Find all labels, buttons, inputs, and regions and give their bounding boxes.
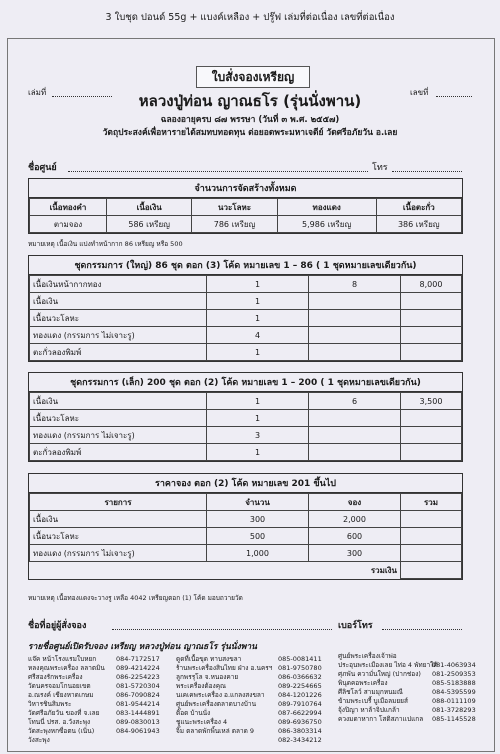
row-item: เนื้อเงิน — [30, 293, 207, 310]
center-name: ประอุนพระเมืองเลย ไท่อ 4 พัทยาใต้ — [338, 661, 438, 669]
row-count — [309, 310, 401, 327]
sum-field[interactable] — [401, 562, 462, 579]
row-price — [401, 427, 462, 444]
center-phone: 089-2254665 — [278, 682, 322, 690]
row-item: ทองแดง (กรรมการ ไม่เจาะรู) — [30, 545, 207, 562]
row-count — [309, 410, 401, 427]
set-big-section — [28, 255, 463, 362]
total-note: หมายเหตุ เนื้อเงิน แบ่งทำหน้ากาก 86 เหรียญ หรือ 500 — [28, 240, 183, 248]
row-item: ตะกั่วลองพิมพ์ — [30, 444, 207, 461]
table-row — [30, 427, 462, 444]
occasion-text: ฉลองอายุครบ ๘๗ พรรษา (วันที่ ๓ พ.ศ. ๒๕๕๗) — [160, 115, 340, 125]
row-qty: 1 — [207, 344, 309, 361]
row-count — [309, 444, 401, 461]
phone-label: โทร — [372, 163, 388, 173]
center-phone: 086-2254223 — [116, 673, 160, 681]
row-item: ทองแดง (กรรมการ ไม่เจาะรู) — [30, 427, 207, 444]
sum-row — [30, 562, 462, 579]
center-phone: 084-7172517 — [116, 655, 160, 663]
row-qty: 1 — [207, 293, 309, 310]
center-phone: 085-0081411 — [278, 655, 322, 663]
purpose-text: วัตถุประสงค์เพื่อหารายได้สมทบทอดทุน ต่อยอดพระมหาเจดีย์ วัดศรีอภัยวัน อ.เลย — [102, 128, 398, 138]
total-header: เนื้อเงิน — [106, 199, 191, 216]
center-phone: 086-7090824 — [116, 691, 160, 699]
center-name: ศูนย์พระเครื่องเจ้าพ่อ — [338, 652, 397, 660]
price-section — [28, 473, 463, 580]
center-name: ศรีสองรักพระเครื่อง — [28, 673, 83, 681]
center-name: ดูดที่เนื้อขุด ทาบสงขลา — [176, 655, 242, 663]
row-price — [401, 444, 462, 461]
row-total-field[interactable] — [401, 528, 462, 545]
row-item: เนื้อนวะโลหะ — [30, 410, 207, 427]
row-qty: 1 — [207, 310, 309, 327]
center-phone: 081-9750780 — [278, 664, 322, 672]
total-header: เนื้อทองคำ — [30, 199, 107, 216]
price-header: รวม — [401, 494, 462, 511]
center-name: ควงมดาหากา โสติสภาเเปแกล — [338, 715, 424, 723]
center-phone: 081-4063934 — [432, 661, 476, 669]
center-name: วัดสะพุงหกซื่อตน (เนิ่น) วังสะพุง — [28, 727, 95, 744]
center-name: ลูกพรรุโล จ.หนองคาย — [176, 673, 239, 681]
phone2-field[interactable] — [382, 629, 462, 630]
row-qty: 300 — [207, 511, 309, 528]
total-header: เนื้อตะกั่ว — [376, 199, 461, 216]
centers-col3-phones — [432, 661, 482, 724]
row-count — [309, 344, 401, 361]
center-name: แจ๊ค หน้าโรงแรมใบหยก — [28, 655, 97, 663]
center-name: จุ้งปิญา หาล้าจิปแกล้า — [338, 706, 400, 714]
row-item: ตะกั่วลองพิมพ์ — [30, 344, 207, 361]
table-row — [30, 511, 462, 528]
total-heading: จำนวนการจัดสร้างทั้งหมด — [29, 179, 462, 198]
header-note: 3 ใบชุด ปอนด์ 55g + แบงค์เหลือง + ปรู๊ฟ เล่มที่ต่อเนื่อง เลขที่ต่อเนื่อง — [105, 12, 395, 23]
center-phone: 089-6936750 — [278, 718, 322, 726]
book-label: เล่มที่ — [28, 88, 47, 97]
form-title: ใบสั่งจองเหรียญ — [196, 66, 310, 88]
table-row — [30, 410, 462, 427]
table-row — [30, 310, 462, 327]
row-count: 8 — [309, 276, 401, 293]
center-phone: 082-3434212 — [278, 736, 322, 744]
center-name: พินุดคอพระเครื่อง — [338, 679, 388, 687]
center-phone: 081-2509353 — [432, 670, 476, 678]
price-table — [29, 493, 462, 579]
row-item: เนื้อนวะโลหะ — [30, 528, 207, 545]
centers-col1 — [28, 655, 118, 745]
center-name: นเคเคพระเครื่อง อ.แกลงสงขลา — [176, 691, 265, 699]
row-price — [401, 344, 462, 361]
set-big-heading: ชุดกรรมการ (ใหญ่) 86 ชุด ตอก (3) โค้ด หมายเลข 1 – 86 ( 1 ชุดหมายเลขเดียวกัน) — [29, 256, 462, 275]
center-name-field[interactable] — [68, 171, 368, 172]
row-total-field[interactable] — [401, 545, 462, 562]
center-phone: 081-3728293 — [432, 706, 476, 714]
row-price — [401, 410, 462, 427]
price-heading: ราคาจอง ตอก (2) โค้ด หมายเลข 201 ขึ้นไป — [29, 474, 462, 493]
center-name: ข้ามพระเบรี้ บูเมือลมยยส์ — [338, 697, 408, 705]
phone2-label: เบอร์โทร — [338, 621, 373, 631]
centers-col2 — [176, 655, 276, 736]
table-row — [30, 444, 462, 461]
center-phone: 089-0830013 — [116, 718, 160, 726]
center-name: ศูนย์พระเครื่องตลาดบางบ้าน — [176, 700, 257, 708]
center-name: อ.ณรงค์ เชียงหาดเกษม — [28, 691, 94, 699]
row-qty: 3 — [207, 427, 309, 444]
total-header: นวะโลหะ — [192, 199, 277, 216]
row-qty: 1 — [207, 410, 309, 427]
set-big-table — [29, 275, 462, 361]
center-name: ติ๊อด บ้านนั่ง — [176, 709, 211, 717]
sum-label: รวมเงิน — [370, 565, 397, 575]
orderer-field[interactable] — [112, 629, 332, 630]
orderer-label: ชื่อที่อยู่ผู้สั่งจอง — [28, 621, 87, 631]
center-name: ศุภพัน ความั่นใหญ่ (ปากช่อง) — [338, 670, 421, 678]
phone-field[interactable] — [392, 171, 462, 172]
amulet-name: หลวงปู่ท่อน ญาณธโร (รุ่นนั่งพาน) — [138, 92, 362, 110]
center-phone: 086-3803314 — [278, 727, 322, 735]
row-count — [309, 327, 401, 344]
center-phone: 089-7910764 — [278, 700, 322, 708]
center-name: โทนนี่ ปรส. อ.วังสะพุง — [28, 718, 91, 726]
center-phone: 086-0366632 — [278, 673, 322, 681]
center-name: หลงคุณพระเครื่อง ลลาตมิน — [28, 664, 105, 672]
center-phone: 084-1201226 — [278, 691, 322, 699]
row-price — [401, 327, 462, 344]
center-name: พระเครื่องต้องคุณ — [176, 682, 227, 690]
price-header: รายการ — [30, 494, 207, 511]
center-name: จิ๊ม ตลาดพักพิ้นเหล่ ตลาด 9 — [176, 727, 255, 735]
total-header: ทองแดง — [277, 199, 376, 216]
row-qty: 1,000 — [207, 545, 309, 562]
center-name: ศีลิชโลว์ สามมุกหนมณี — [338, 688, 403, 696]
note2: หมายเหตุ เนื้อทองแดงจะวางรู เหลือ 4042 เหรียญตอก (1) โค้ด มอบถวายวัด — [28, 594, 243, 602]
row-count — [309, 427, 401, 444]
table-row — [30, 344, 462, 361]
row-price — [401, 293, 462, 310]
row-qty: 4 — [207, 327, 309, 344]
center-name: ร้านพระเครื่องสินไทย ฝ่าง อ.นครฯ — [176, 664, 273, 672]
centers-col2-phones — [278, 655, 328, 745]
center-phone: 085-5183888 — [432, 679, 476, 687]
center-phone: 084-9061943 — [116, 727, 160, 735]
row-count — [309, 293, 401, 310]
center-phone: 084-5395599 — [432, 688, 476, 696]
center-name: วัดศรีอภัยวัน ของที่ จ.เลย — [28, 709, 100, 717]
row-price: 3,500 — [401, 393, 462, 410]
center-name: วัดนครจอมโกนอยเขต — [28, 682, 91, 690]
set-small-section — [28, 372, 463, 462]
total-value: 786 เหรียญ — [192, 216, 277, 233]
table-row — [30, 545, 462, 562]
row-item: เนื้อเงินหน้ากากทอง — [30, 276, 207, 293]
row-count: 6 — [309, 393, 401, 410]
table-row — [30, 393, 462, 410]
row-qty: 1 — [207, 276, 309, 293]
total-value: ตามจอง — [30, 216, 107, 233]
row-item: เนื้อนวะโลหะ — [30, 310, 207, 327]
center-phone: 089-4214224 — [116, 664, 160, 672]
center-name: วิหารชินสิมพระ — [28, 700, 72, 708]
centers-col1-phones — [116, 655, 166, 736]
center-phone: 083-1444891 — [116, 709, 160, 717]
center-phone: 085-1145528 — [432, 715, 476, 723]
total-value: 386 เหรียญ — [376, 216, 461, 233]
total-value: 5,986 เหรียญ — [277, 216, 376, 233]
row-qty: 1 — [207, 393, 309, 410]
centers-title: รายชื่อศูนย์เปิดรับจอง เหรียญ หลวงปู่ท่อน ญาณธโร รุ่นนั่งพาน — [28, 642, 257, 652]
row-qty: 1 — [207, 444, 309, 461]
center-phone: 081-9544214 — [116, 700, 160, 708]
center-name-label: ชื่อศูนย์ — [28, 163, 57, 173]
center-phone: 088-0111109 — [432, 697, 476, 705]
center-name: ชูแนะพระเครื่อง 4 — [176, 718, 228, 726]
total-value: 586 เหรียญ — [106, 216, 191, 233]
row-total-field[interactable] — [401, 511, 462, 528]
total-table — [29, 198, 462, 233]
total-section — [28, 178, 463, 234]
table-row — [30, 327, 462, 344]
center-phone: 081-5720304 — [116, 682, 160, 690]
number-label: เลขที่ — [410, 88, 429, 97]
row-book: 600 — [309, 528, 401, 545]
row-book: 300 — [309, 545, 401, 562]
row-item: ทองแดง (กรรมการ ไม่เจาะรู) — [30, 327, 207, 344]
price-header: จอง — [309, 494, 401, 511]
row-item: เนื้อเงิน — [30, 393, 207, 410]
row-qty: 500 — [207, 528, 309, 545]
centers-col3 — [338, 652, 438, 724]
set-small-table — [29, 392, 462, 461]
table-row — [30, 528, 462, 545]
table-row — [30, 293, 462, 310]
row-item: เนื้อเงิน — [30, 511, 207, 528]
row-price — [401, 310, 462, 327]
row-book: 2,000 — [309, 511, 401, 528]
price-header: จำนวน — [207, 494, 309, 511]
row-price: 8,000 — [401, 276, 462, 293]
table-row — [30, 276, 462, 293]
center-phone: 087-6622994 — [278, 709, 322, 717]
set-small-heading: ชุดกรรมการ (เล็ก) 200 ชุด ตอก (2) โค้ด หมายเลข 1 – 200 ( 1 ชุดหมายเลขเดียวกัน) — [29, 373, 462, 392]
